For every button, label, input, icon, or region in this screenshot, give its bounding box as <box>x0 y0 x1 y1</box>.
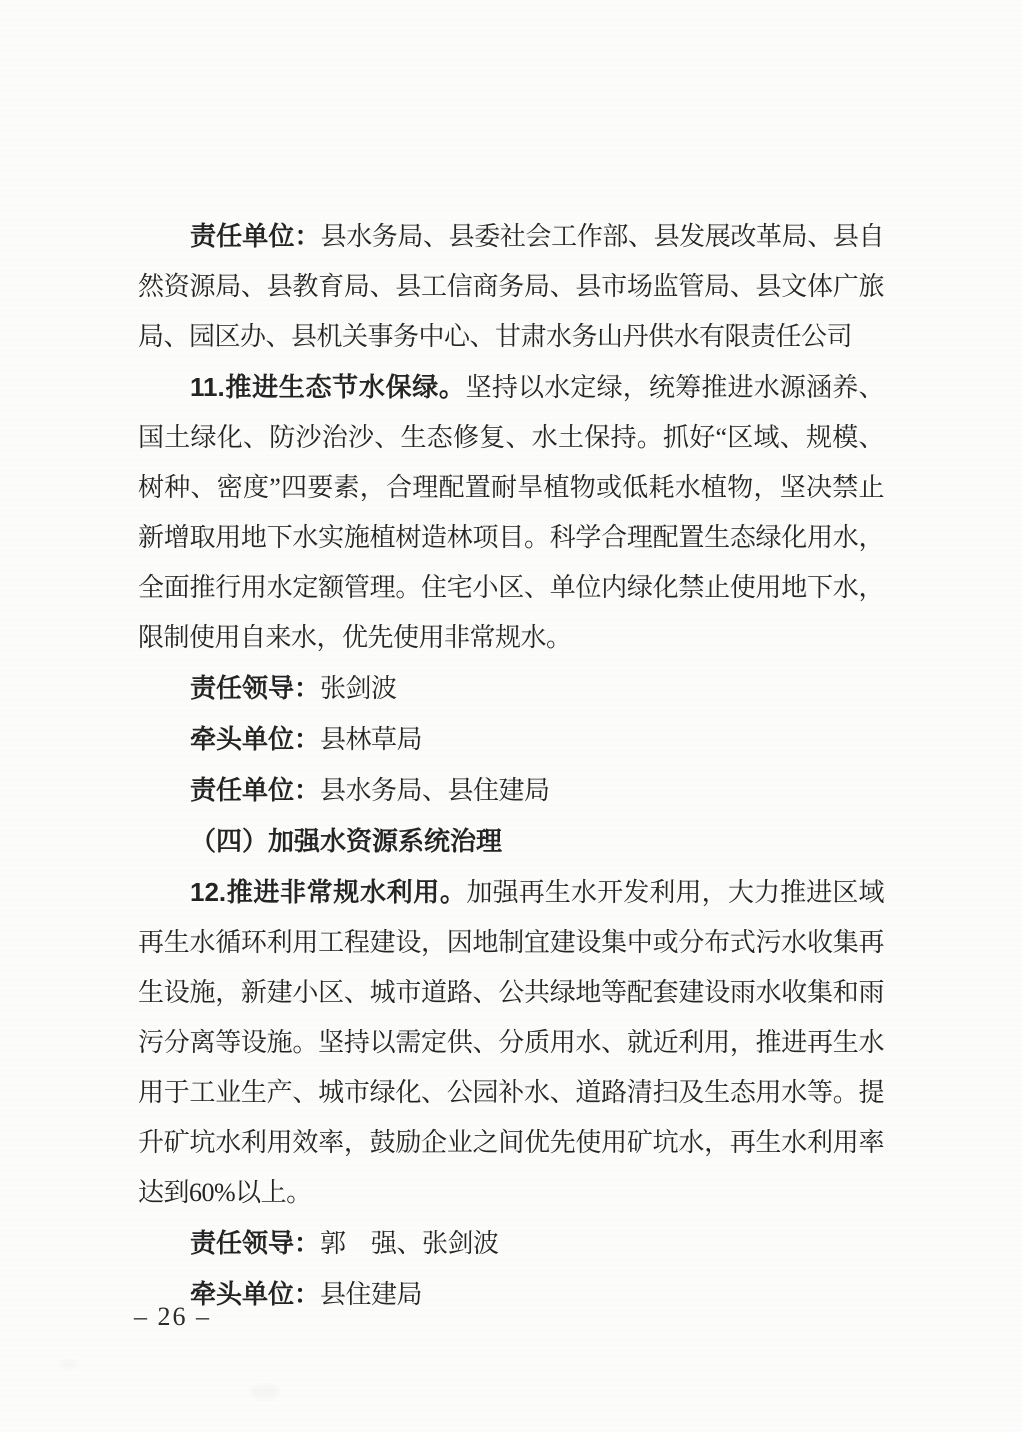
responsible-units-names: 县水务局、县住建局 <box>320 776 550 805</box>
responsible-leader-label: 责任领导： <box>190 1228 321 1258</box>
paragraph-responsible-leader-11 <box>138 663 884 714</box>
page-number: – 26 – <box>134 1302 211 1331</box>
scan-smudge <box>250 1385 280 1399</box>
lead-unit-label: 牵头单位： <box>190 724 321 754</box>
responsible-units-text: 县水务局、县委社会工作部、县发展改革局、县自然资源局、县教育局、县工信商务局、县市场监管局、县文体广旅局、园区办、县机关事务中心、甘肃水务山丹供水有限责任公司 <box>138 222 884 351</box>
item-12-title: 12.推进非常规水利用。 <box>190 877 467 907</box>
paragraph-responsible-units-11 <box>138 765 884 816</box>
lead-unit-label: 牵头单位： <box>190 1279 321 1309</box>
section-heading-text: （四）加强水资源系统治理 <box>190 826 503 856</box>
paragraph-item-12 <box>138 867 884 1218</box>
item-12-text: 加强再生水开发利用，大力推进区域再生水循环利用工程建设，因地制宜建设集中或分布式污水收集再生设施，新建小区、城市道路、公共绿地等配套建设雨水收集和雨污分离等设施。坚持以需定供、分质用水、就近利用，推进再生水用于工业生产、城市绿化、公园补水、道路清扫及生态用水等。提升矿坑水利用效率，鼓励企业之间优先使用矿坑水，再生水利用率达到60%以上。 <box>138 878 884 1207</box>
responsible-units-label: 责任单位： <box>190 221 321 251</box>
scan-smudge <box>60 1360 78 1368</box>
lead-unit-name: 县住建局 <box>320 1280 423 1309</box>
item-11-text: 坚持以水定绿，统筹推进水源涵养、国土绿化、防沙治沙、生态修复、水土保持。抓好“区域、规模、树种、密度”四要素，合理配置耐旱植物或低耗水植物，坚决禁止新增取用地下水实施植树造林项目。科学合理配置生态绿化用水，全面推行用水定额管理。住宅小区、单位内绿化禁止使用地下水，限制使用自来水，优先使用非常规水。 <box>138 373 884 652</box>
document-body <box>138 211 884 1320</box>
section-heading-4 <box>138 816 884 867</box>
paragraph-responsible-leader-12 <box>138 1218 884 1269</box>
lead-unit-name: 县林草局 <box>320 725 423 754</box>
paragraph-item-11 <box>138 362 884 663</box>
item-11-title: 11.推进生态节水保绿。 <box>190 372 466 402</box>
paragraph-lead-unit-12 <box>138 1269 884 1320</box>
responsible-leader-names: 郭 强、张剑波 <box>320 1229 499 1258</box>
responsible-leader-label: 责任领导： <box>190 673 321 703</box>
responsible-units-label: 责任单位： <box>190 775 321 805</box>
responsible-leader-name: 张剑波 <box>320 674 397 703</box>
paragraph-lead-unit-11 <box>138 714 884 765</box>
paragraph-responsible-units <box>138 211 884 362</box>
